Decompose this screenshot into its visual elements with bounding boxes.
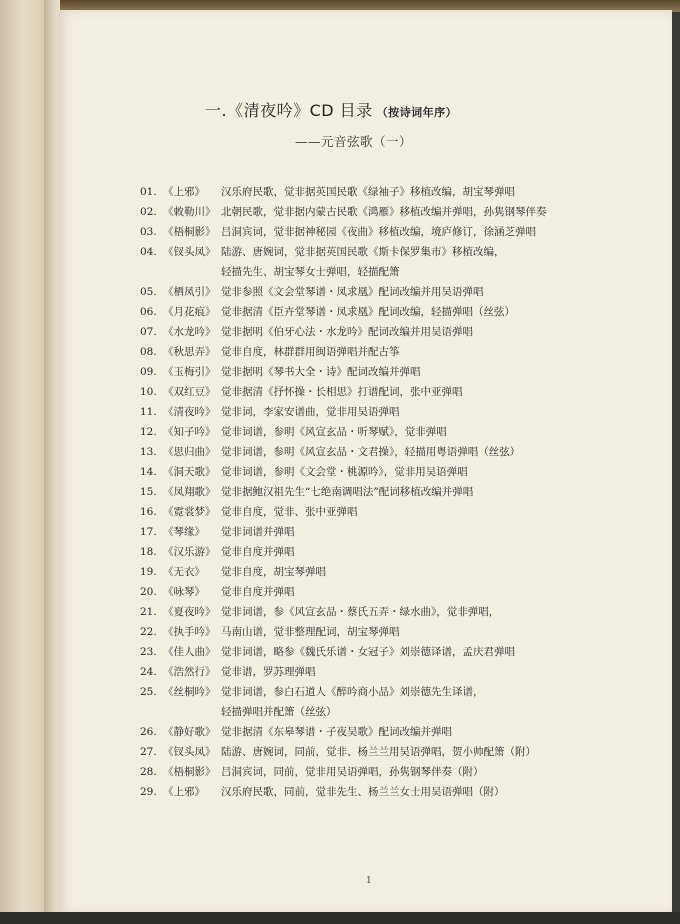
track-title: 《丝桐吟》 bbox=[163, 686, 216, 698]
track-number: 04. bbox=[140, 246, 157, 258]
track-line bbox=[140, 782, 610, 802]
track-number: 01. bbox=[140, 186, 157, 198]
track-description: 吕洞宾词，觉非据神秘园《夜曲》移植改编，境庐修订，徐涵芝弹唱 bbox=[221, 226, 536, 238]
track-number: 27. bbox=[140, 746, 157, 758]
track-title: 《静好歌》 bbox=[163, 726, 216, 738]
track-title: 《佳人曲》 bbox=[163, 646, 216, 658]
track-description: 汉乐府民歌，觉非据英国民歌《绿袖子》移植改编，胡宝琴弹唱 bbox=[221, 186, 515, 198]
track-line bbox=[140, 482, 610, 502]
track-entry bbox=[140, 642, 610, 662]
track-entry bbox=[140, 302, 610, 322]
track-description: 觉非词谱，参白石道人《醉吟商小品》刘崇德先生译谱， bbox=[221, 686, 484, 698]
track-description: 觉非自度，觉非、张中亚弹唱 bbox=[221, 506, 358, 518]
track-description: 觉非词谱，参明《文会堂・桃源吟》，觉非用吴语弹唱 bbox=[221, 466, 468, 478]
page-subtitle: ——元音弦歌（一） bbox=[295, 134, 413, 149]
track-number: 03. bbox=[140, 226, 157, 238]
track-description: 觉非自度，胡宝琴弹唱 bbox=[221, 566, 326, 578]
track-number: 09. bbox=[140, 366, 157, 378]
track-description: 觉非词，李家安谱曲，觉非用吴语弹唱 bbox=[221, 406, 400, 418]
track-number: 19. bbox=[140, 566, 157, 578]
track-description-continued: 轻描先生、胡宝琴女士弹唱，轻描配箫 bbox=[221, 266, 400, 278]
track-number: 29. bbox=[140, 786, 157, 798]
track-title: 《秋思弄》 bbox=[163, 346, 216, 358]
track-number: 20. bbox=[140, 586, 157, 598]
track-title: 《清夜吟》 bbox=[163, 406, 216, 418]
track-title: 《浩然行》 bbox=[163, 666, 216, 678]
track-number: 11. bbox=[140, 406, 157, 418]
track-description: 觉非据明《琴书大全・诗》配词改编并弹唱 bbox=[221, 366, 421, 378]
track-description: 觉非词谱，参明《风宣玄品・文君操》，轻描用粤语弹唱（丝弦） bbox=[221, 446, 521, 458]
track-entry bbox=[140, 322, 610, 342]
track-entry bbox=[140, 542, 610, 562]
track-line bbox=[140, 542, 610, 562]
track-title: 《汉乐游》 bbox=[163, 546, 216, 558]
track-title: 《无衣》 bbox=[163, 566, 205, 578]
track-entry bbox=[140, 182, 610, 202]
track-description: 觉非据清《臣卉堂琴谱・凤求凰》配词改编，轻描弹唱（丝弦） bbox=[221, 306, 515, 318]
track-entry bbox=[140, 382, 610, 402]
track-line bbox=[140, 562, 610, 582]
track-number: 06. bbox=[140, 306, 157, 318]
track-title: 《咏琴》 bbox=[163, 586, 205, 598]
track-entry bbox=[140, 242, 610, 282]
track-description: 觉非词谱，参《风宣玄品・蔡氏五弄・绿水曲》，觉非弹唱， bbox=[221, 606, 500, 618]
track-entry bbox=[140, 662, 610, 682]
track-number: 16. bbox=[140, 506, 157, 518]
track-line bbox=[140, 182, 610, 202]
track-entry bbox=[140, 442, 610, 462]
track-title: 《洞天歌》 bbox=[163, 466, 216, 478]
track-line bbox=[140, 682, 610, 702]
track-number: 26. bbox=[140, 726, 157, 738]
track-title: 《夏夜吟》 bbox=[163, 606, 216, 618]
track-entry bbox=[140, 722, 610, 742]
track-entry bbox=[140, 422, 610, 442]
track-line bbox=[140, 242, 610, 262]
track-number: 10. bbox=[140, 386, 157, 398]
track-number: 07. bbox=[140, 326, 157, 338]
track-description-continued: 轻描弹唱并配箫（丝弦） bbox=[221, 706, 337, 718]
track-entry bbox=[140, 342, 610, 362]
track-line bbox=[140, 302, 610, 322]
track-line bbox=[140, 602, 610, 622]
track-line bbox=[140, 442, 610, 462]
track-description: 觉非据清《抒怀操・长相思》打谱配词，张中亚弹唱 bbox=[221, 386, 463, 398]
track-description: 汉乐府民歌，同前，觉非先生、杨兰兰女士用吴语弹唱（附） bbox=[221, 786, 505, 798]
track-description: 觉非据清《东皋琴谱・子夜吴歌》配词改编并弹唱 bbox=[221, 726, 452, 738]
left-page-edge bbox=[0, 0, 44, 924]
track-number: 18. bbox=[140, 546, 157, 558]
track-number: 02. bbox=[140, 206, 157, 218]
track-entry bbox=[140, 462, 610, 482]
track-line bbox=[140, 762, 610, 782]
track-entry bbox=[140, 602, 610, 622]
track-description: 觉非谱，罗苏理弹唱 bbox=[221, 666, 316, 678]
track-title: 《思归曲》 bbox=[163, 446, 216, 458]
track-title: 《玉梅引》 bbox=[163, 366, 216, 378]
track-entry bbox=[140, 582, 610, 602]
track-title: 《琴缘》 bbox=[163, 526, 205, 538]
track-title: 《双红豆》 bbox=[163, 386, 216, 398]
track-number: 14. bbox=[140, 466, 157, 478]
track-line bbox=[140, 282, 610, 302]
track-title: 《栖凤引》 bbox=[163, 286, 216, 298]
track-entry bbox=[140, 402, 610, 422]
track-number: 28. bbox=[140, 766, 157, 778]
track-description: 觉非词谱，参明《风宣玄品・听琴赋》，觉非弹唱 bbox=[221, 426, 447, 438]
track-number: 22. bbox=[140, 626, 157, 638]
track-number: 23. bbox=[140, 646, 157, 658]
track-line bbox=[140, 342, 610, 362]
track-list bbox=[140, 182, 610, 802]
title-sub: （按诗词年序） bbox=[376, 106, 458, 119]
track-number: 13. bbox=[140, 446, 157, 458]
track-number: 25. bbox=[140, 686, 157, 698]
page-number: 1 bbox=[366, 876, 372, 886]
track-title: 《梧桐影》 bbox=[163, 766, 216, 778]
track-line bbox=[140, 582, 610, 602]
track-title: 《执手吟》 bbox=[163, 626, 216, 638]
book-bottom-edge bbox=[0, 912, 680, 924]
track-description: 北朝民歌，觉非据内蒙古民歌《鸿雁》移植改编并弹唱，孙隽钢琴伴奏 bbox=[221, 206, 547, 218]
track-title: 《上邪》 bbox=[163, 186, 205, 198]
track-description: 觉非词谱并弹唱 bbox=[221, 526, 295, 538]
track-entry bbox=[140, 562, 610, 582]
track-number: 08. bbox=[140, 346, 157, 358]
track-number: 12. bbox=[140, 426, 157, 438]
track-number: 24. bbox=[140, 666, 157, 678]
track-number: 15. bbox=[140, 486, 157, 498]
track-number: 21. bbox=[140, 606, 157, 618]
track-title: 《水龙吟》 bbox=[163, 326, 216, 338]
track-entry bbox=[140, 502, 610, 522]
track-title: 《霓裳梦》 bbox=[163, 506, 216, 518]
track-entry bbox=[140, 282, 610, 302]
track-number: 17. bbox=[140, 526, 157, 538]
track-title: 《月花痕》 bbox=[163, 306, 216, 318]
track-line bbox=[140, 522, 610, 542]
track-description: 觉非词谱，略参《魏氏乐谱・女冠子》刘崇德译谱，孟庆君弹唱 bbox=[221, 646, 515, 658]
track-entry bbox=[140, 682, 610, 722]
track-entry bbox=[140, 362, 610, 382]
track-title: 《敕勒川》 bbox=[163, 206, 216, 218]
title-main: 一.《清夜吟》CD 目录 bbox=[205, 101, 373, 120]
track-line bbox=[140, 402, 610, 422]
track-title: 《梧桐影》 bbox=[163, 226, 216, 238]
track-title: 《凤翔歌》 bbox=[163, 486, 216, 498]
track-line bbox=[140, 422, 610, 442]
track-description: 觉非自度并弹唱 bbox=[221, 586, 295, 598]
track-entry bbox=[140, 742, 610, 762]
track-title: 《钗头凤》 bbox=[163, 746, 216, 758]
track-line bbox=[140, 322, 610, 342]
track-line bbox=[140, 362, 610, 382]
page-title bbox=[205, 98, 457, 121]
track-entry bbox=[140, 222, 610, 242]
track-line bbox=[140, 622, 610, 642]
track-description: 觉非据明《伯牙心法・水龙吟》配词改编并用吴语弹唱 bbox=[221, 326, 473, 338]
track-description: 陆游、唐婉词，同前，觉非、杨兰兰用吴语弹唱，贺小帅配箫（附） bbox=[221, 746, 536, 758]
track-description: 吕洞宾词，同前，觉非用吴语弹唱，孙隽钢琴伴奏（附） bbox=[221, 766, 484, 778]
track-line bbox=[140, 462, 610, 482]
track-title: 《上邪》 bbox=[163, 786, 205, 798]
track-line bbox=[140, 222, 610, 242]
track-line bbox=[140, 662, 610, 682]
track-title: 《钗头凤》 bbox=[163, 246, 216, 258]
track-description: 马南山谱，觉非整理配词，胡宝琴弹唱 bbox=[221, 626, 400, 638]
track-entry bbox=[140, 782, 610, 802]
track-title: 《知子吟》 bbox=[163, 426, 216, 438]
track-entry bbox=[140, 522, 610, 542]
track-line bbox=[140, 382, 610, 402]
track-description: 觉非自度，林群群用闽语弹唱并配古筝 bbox=[221, 346, 400, 358]
track-entry bbox=[140, 622, 610, 642]
track-entry bbox=[140, 762, 610, 782]
track-number: 05. bbox=[140, 286, 157, 298]
track-entry bbox=[140, 482, 610, 502]
track-description: 觉非参照《文会堂琴谱・凤求凰》配词改编并用吴语弹唱 bbox=[221, 286, 484, 298]
track-description: 觉非自度并弹唱 bbox=[221, 546, 295, 558]
track-line bbox=[140, 642, 610, 662]
track-line bbox=[140, 722, 610, 742]
track-line bbox=[140, 742, 610, 762]
track-description: 觉非据鲍汉祖先生“七绝南调唱法”配词移植改编并弹唱 bbox=[221, 486, 474, 498]
track-line bbox=[140, 502, 610, 522]
track-entry bbox=[140, 202, 610, 222]
track-line bbox=[140, 202, 610, 222]
track-description: 陆游、唐婉词，觉非据英国民歌《斯卡保罗集市》移植改编， bbox=[221, 246, 505, 258]
